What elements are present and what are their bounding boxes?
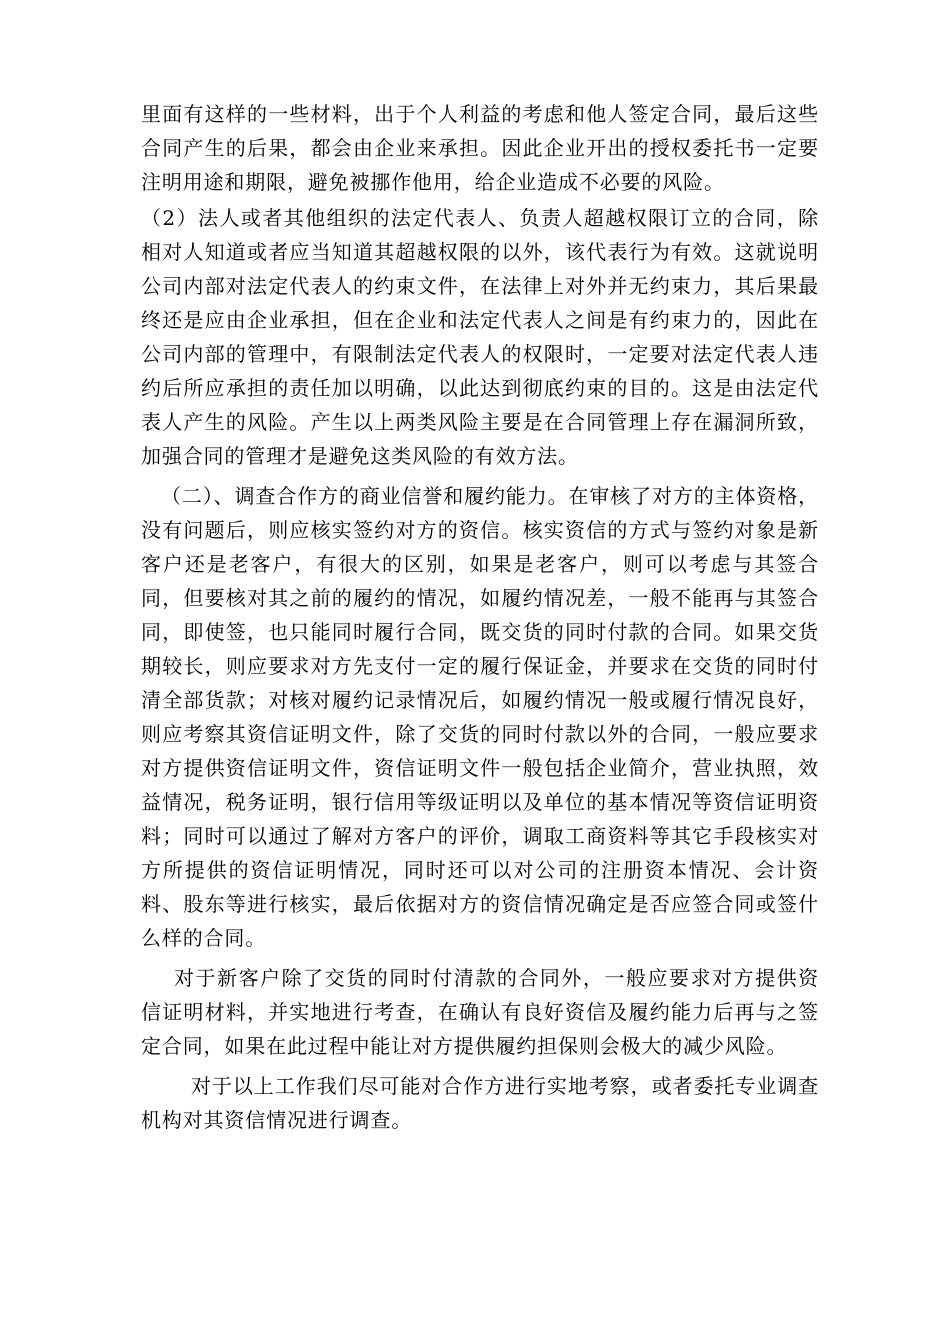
paragraph-credit-investigation: （二）、调查合作方的商业信誉和履约能力。在审核了对方的主体资格，没有问题后，则应核实签约对方的资信。核实资信的方式与签约对象是新客户还是老客户，有很大的区别，如果是老客户，则可以考虑与其签合同，但要核对其之前的履约的情况，如履约情况差，一般不能再与其签合同，即使签，也只能同时履行合同，既交货的同时付款的合同。如果交货期较长，则应要求对方先支付一定的履行保证金，并要求在交货的同时付清全部货款；对核对履约记录情况后，如履约情况一般或履行情况良好，则应考察其资信证明文件，除了交货的同时付款以外的合同，一般应要求对方提供资信证明文件，资信证明文件一般包括企业简介，营业执照，效益情况，税务证明，银行信用等级证明以及单位的基本情况等资信证明资料；同时可以通过了解对方客户的评价，调取工商资料等其它手段核实对方所提供的资信证明情况，同时还可以对公司的注册资本情况、会计资料、股东等进行核实，最后依据对方的资信情况确定是否应签合同或签什么样的合同。 <box>141 484 819 950</box>
document-body <box>141 97 819 1137</box>
paragraph-legal-representative-risk: （2）法人或者其他组织的法定代表人、负责人超越权限订立的合同，除相对人知道或者应当知道其超越权限的以外，该代表行为有效。这就说明公司内部对法定代表人的约束文件，在法律上对外并无约束力，其后果最终还是应由企业承担，但在企业和法定代表人之间是有约束力的，因此在公司内部的管理中，有限制法定代表人的权限时，一定要对法定代表人违约后所应承担的责任加以明确，以此达到彻底约束的目的。这是由法定代表人产生的风险。产生以上两类风险主要是在合同管理上存在漏洞所致，加强合同的管理才是避免这类风险的有效方法。 <box>141 206 819 468</box>
paragraph-authorization-risk: 里面有这样的一些材料，出于个人利益的考虑和他人签定合同，最后这些合同产生的后果，都会由企业来承担。因此企业开出的授权委托书一定要注明用途和期限，避免被挪作他用，给企业造成不必要的风险。 <box>141 102 819 194</box>
paragraph-field-inspection: 对于以上工作我们尽可能对合作方进行实地考察，或者委托专业调查机构对其资信情况进行调查。 <box>141 1074 819 1132</box>
paragraph-new-customer: 对于新客户除了交货的同时付清款的合同外，一般应要求对方提供资信证明材料，并实地进行考查，在确认有良好资信及履约能力后再与之签定合同，如果在此过程中能让对方提供履约担保则会极大的减少风险。 <box>141 966 819 1058</box>
